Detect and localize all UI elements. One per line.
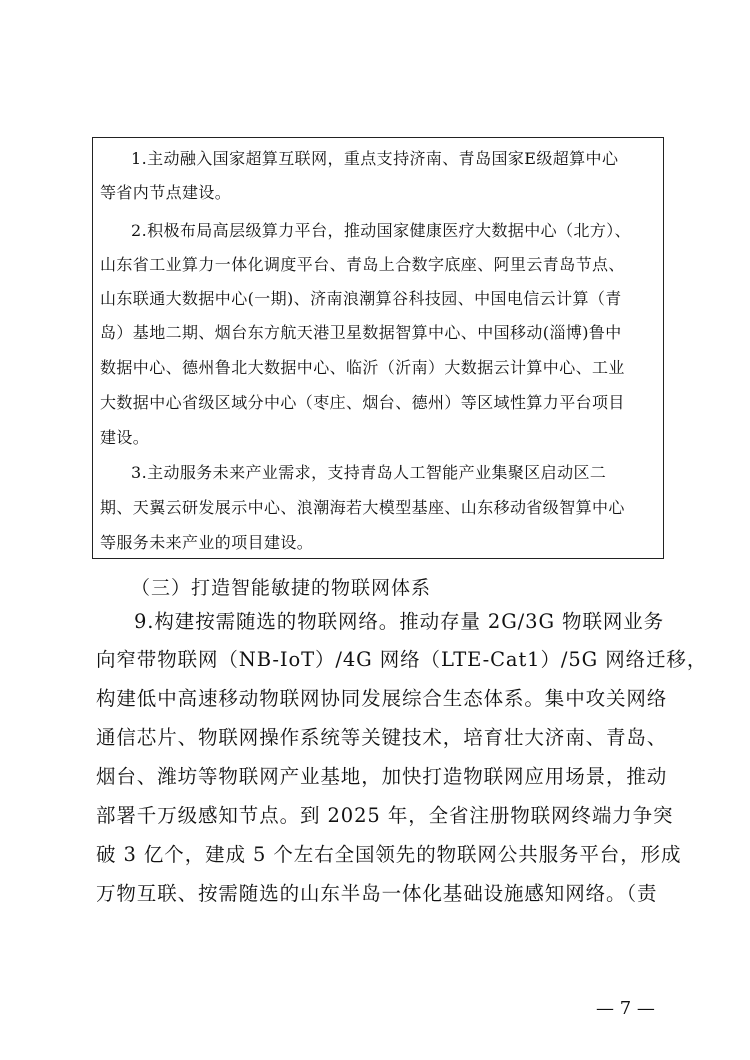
box-line: 山东联通大数据中心(一期)、济南浪潮算谷科技园、中国电信云计算（青 bbox=[100, 289, 622, 308]
box-line: 建设。 bbox=[100, 428, 150, 447]
paragraph-line: 烟台、潍坊等物联网产业基地，加快打造物联网应用场景，推动 bbox=[96, 765, 668, 788]
paragraph-line: 通信芯片、物联网操作系统等关键技术，培育壮大济南、青岛、 bbox=[96, 726, 668, 749]
box-line: 1.主动融入国家超算互联网，重点支持济南、青岛国家E级超算中心 bbox=[131, 149, 619, 168]
paragraph-line: 万物互联、按需随选的山东半岛一体化基础设施感知网络。（责 bbox=[96, 882, 658, 905]
box-line: 2.积极布局高层级算力平台，推动国家健康医疗大数据中心（北方）、 bbox=[131, 221, 632, 240]
box-line: 期、天翼云研发展示中心、浪潮海若大模型基座、山东移动省级智算中心 bbox=[100, 498, 625, 517]
paragraph-line: 构建低中高速移动物联网协同发展综合生态体系。集中攻关网络 bbox=[96, 687, 668, 710]
paragraph-line: 向窄带物联网（NB-IoT）/4G 网络（LTE-Cat1）/5G 网络迁移， bbox=[96, 648, 708, 671]
box-line: 等服务未来产业的项目建设。 bbox=[100, 533, 314, 552]
paragraph-line: 部署千万级感知节点。到 2025 年，全省注册物联网终端力争突 bbox=[96, 804, 674, 827]
section-heading: （三）打造智能敏捷的物联网体系 bbox=[131, 577, 432, 599]
box-line: 等省内节点建设。 bbox=[100, 183, 232, 202]
box-line: 数据中心、德州鲁北大数据中心、临沂（沂南）大数据云计算中心、工业 bbox=[100, 358, 625, 377]
paragraph-line: 破 3 亿个，建成 5 个左右全国领先的物联网公共服务平台，形成 bbox=[96, 843, 682, 866]
box-line: 山东省工业算力一体化调度平台、青岛上合数字底座、阿里云青岛节点、 bbox=[100, 255, 625, 274]
paragraph-line: 9.构建按需随选的物联网络。推动存量 2G/3G 物联网业务 bbox=[134, 610, 665, 633]
box-line: 岛）基地二期、烟台东方航天港卫星数据智算中心、中国移动(淄博)鲁中 bbox=[100, 323, 622, 342]
page-number: — 7 — bbox=[596, 998, 655, 1019]
box-line: 大数据中心省级区域分中心（枣庄、烟台、德州）等区域性算力平台项目 bbox=[100, 393, 625, 412]
box-line: 3.主动服务未来产业需求，支持青岛人工智能产业集聚区启动区二 bbox=[131, 463, 607, 482]
